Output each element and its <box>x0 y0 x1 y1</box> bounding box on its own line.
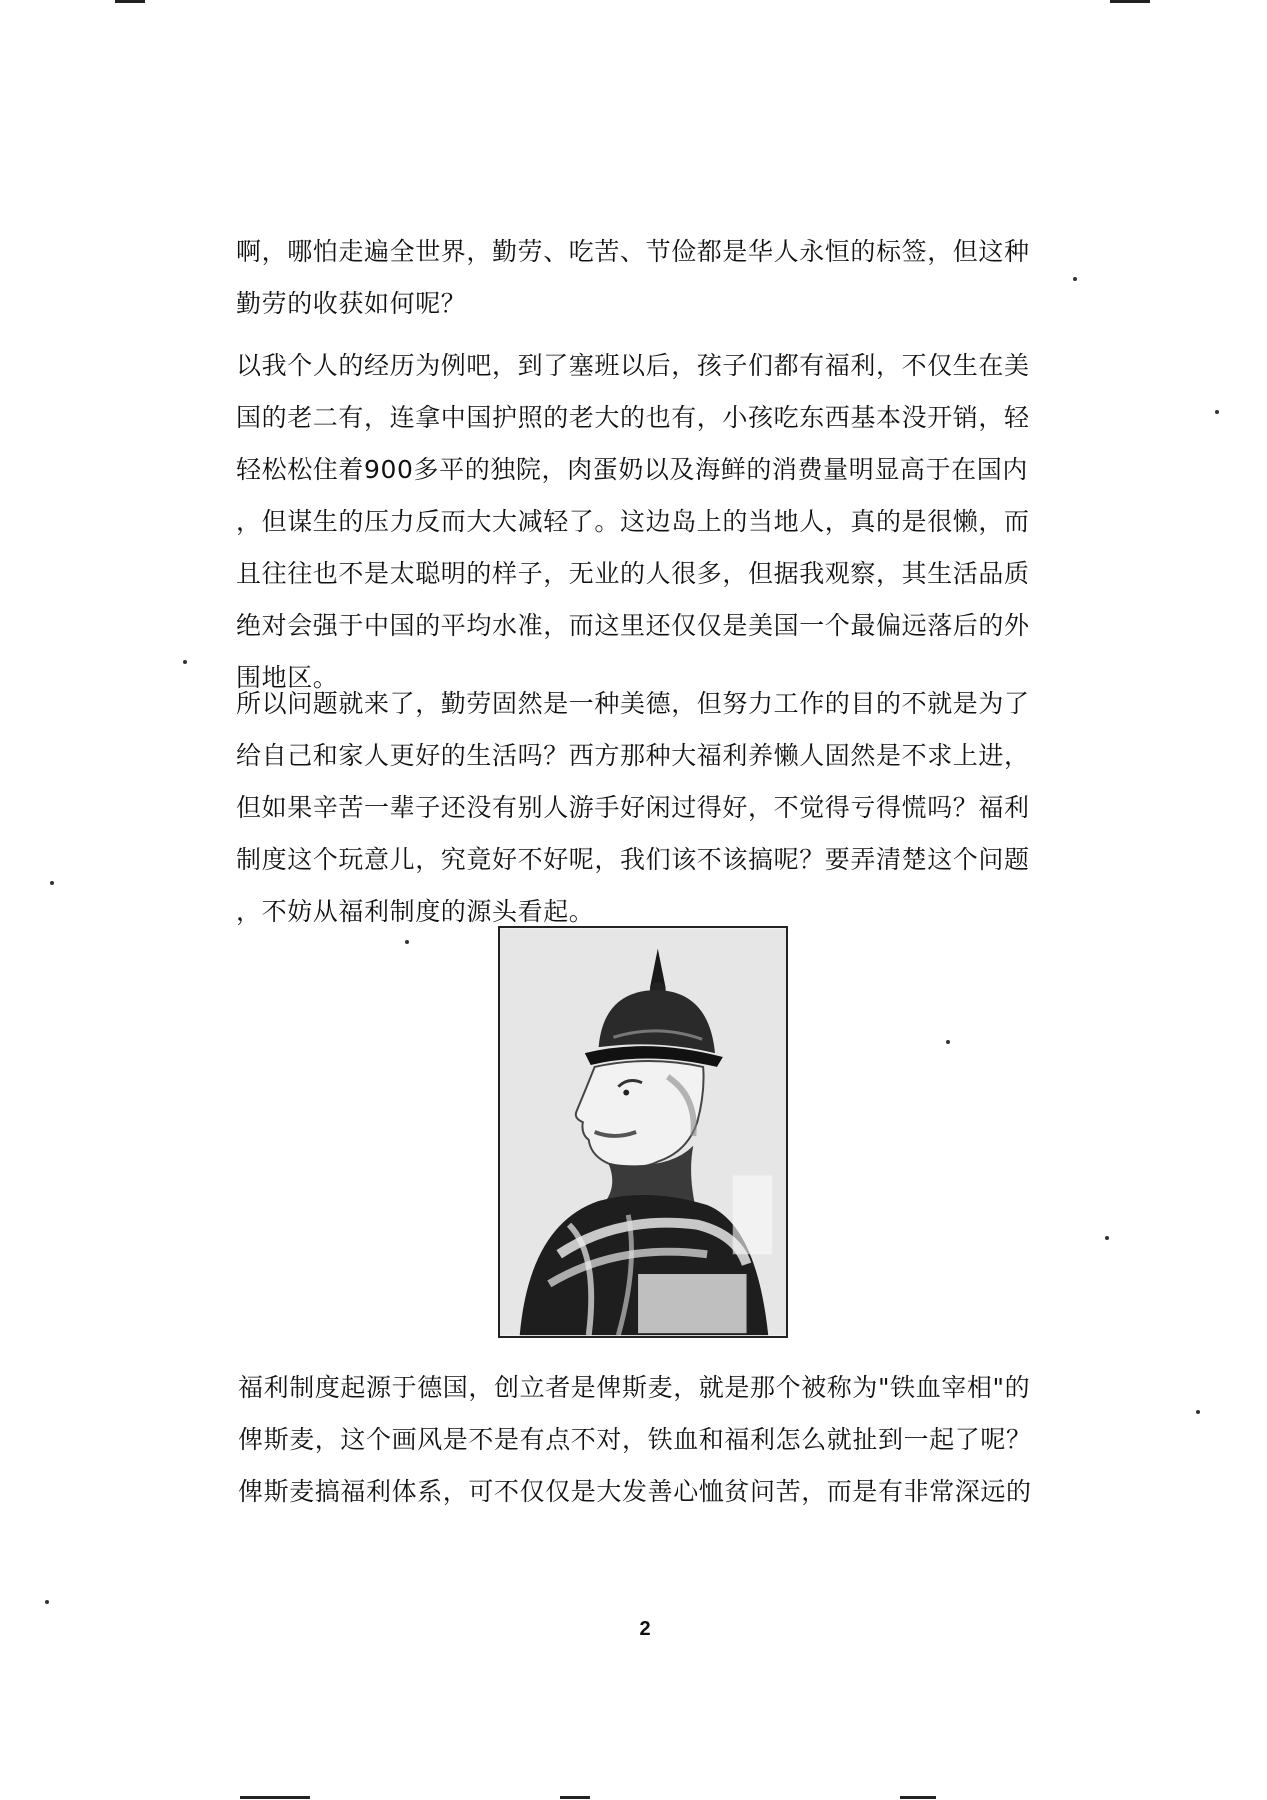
scan-speck <box>1196 1410 1200 1414</box>
text-line: 且往往也不是太聪明的样子，无业的人很多，但据我观察，其生活品质 <box>236 559 1030 588</box>
text-line: 所以问题就来了，勤劳固然是一种美德，但努力工作的目的不就是为了 <box>236 689 1030 718</box>
scan-edge-mark <box>240 1796 310 1799</box>
scan-edge-mark <box>115 0 145 3</box>
text-line: 国的老二有，连拿中国护照的老大的也有，小孩吃东西基本没开销，轻 <box>236 403 1030 432</box>
paragraph-personal-experience <box>236 340 1056 704</box>
scan-speck <box>1105 1236 1109 1240</box>
text-line: 给自己和家人更好的生活吗？西方那种大福利养懒人固然是不求上进， <box>236 741 1030 770</box>
text-line: 俾斯麦搞福利体系，可不仅仅是大发善心恤贫问苦，而是有非常深远的 <box>238 1477 1032 1506</box>
paragraph-intro-continued <box>236 226 1056 330</box>
scan-edge-mark <box>900 1796 936 1799</box>
text-line: 以我个人的经历为例吧，到了塞班以后，孩子们都有福利，不仅生在美 <box>236 351 1030 380</box>
text-line: ，不妨从福利制度的源头看起。 <box>236 897 595 926</box>
text-line: 绝对会强于中国的平均水准，而这里还仅仅是美国一个最偏远落后的外 <box>236 611 1030 640</box>
scan-speck <box>183 660 187 664</box>
text-line: 俾斯麦，这个画风是不是有点不对，铁血和福利怎么就扯到一起了呢？ <box>238 1425 1032 1454</box>
text-line: 但如果辛苦一辈子还没有别人游手好闲过得好，不觉得亏得慌吗？福利 <box>236 793 1030 822</box>
page-number: 2 <box>639 1618 651 1640</box>
text-line: 围地区。 <box>236 663 339 692</box>
scan-speck <box>50 881 54 885</box>
text-line: 啊，哪怕走遍全世界，勤劳、吃苦、节俭都是华人永恒的标签，但这种 <box>236 237 1030 266</box>
scan-speck <box>946 1040 950 1044</box>
scan-edge-mark <box>560 1796 590 1799</box>
scan-speck <box>45 1600 49 1604</box>
scan-speck <box>1073 277 1077 281</box>
portrait-illustration <box>498 926 788 1338</box>
text-line: 轻松松住着900多平的独院，肉蛋奶以及海鲜的消费量明显高于在国内 <box>236 455 1028 484</box>
scan-edge-mark <box>1110 0 1150 3</box>
text-line: 制度这个玩意儿，究竟好不好呢，我们该不该搞呢？要弄清楚这个问题 <box>236 845 1030 874</box>
paragraph-bismarck <box>238 1362 1058 1518</box>
text-line: 福利制度起源于德国，创立者是俾斯麦，就是那个被称为"铁血宰相"的 <box>238 1373 1031 1402</box>
portrait-drawing <box>500 928 786 1336</box>
scan-speck <box>405 940 409 944</box>
text-line: 勤劳的收获如何呢？ <box>236 289 467 318</box>
scan-speck <box>1215 410 1219 414</box>
paragraph-question <box>236 678 1056 938</box>
text-line: ，但谋生的压力反而大大减轻了。这边岛上的当地人，真的是很懒，而 <box>236 507 1030 536</box>
